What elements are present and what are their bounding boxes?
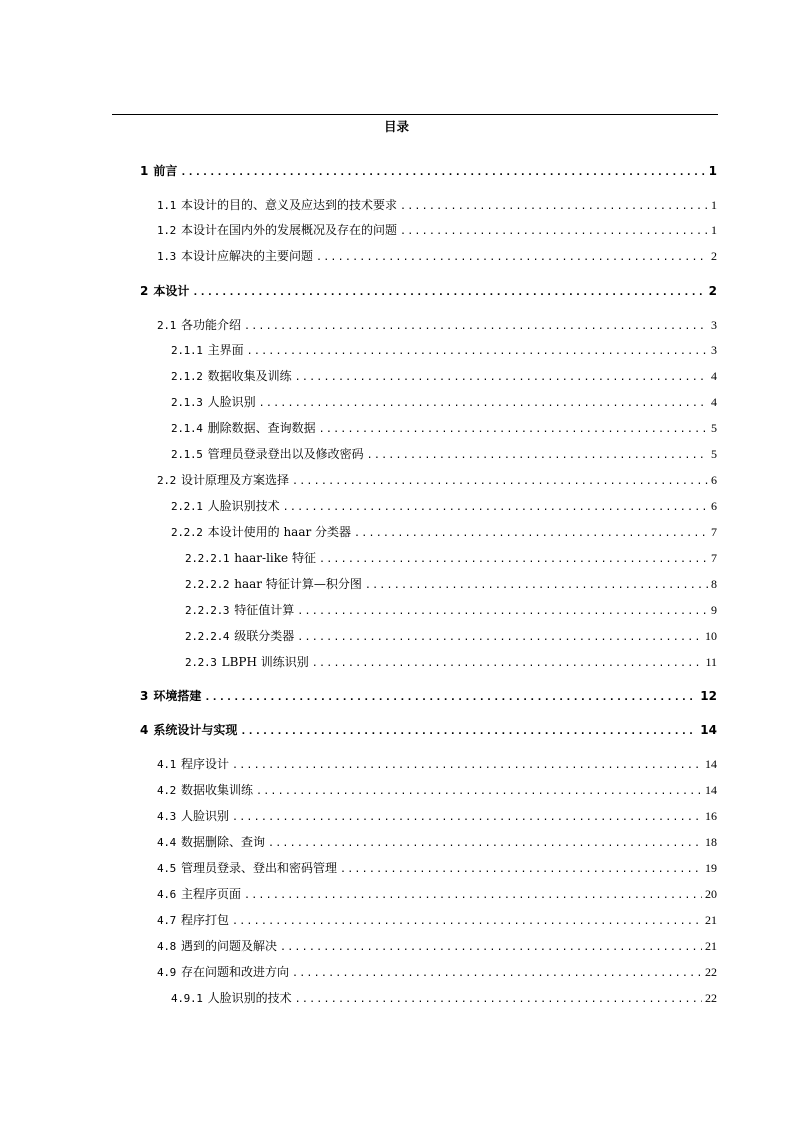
section-number: 4.8 (157, 940, 176, 953)
dot-leader (292, 475, 708, 489)
toc-entry (185, 628, 717, 645)
section-title: 本设计在国内外的发展概况及存在的问题 (180, 223, 397, 237)
toc-entry (140, 722, 717, 739)
dot-leader (297, 605, 708, 619)
page-number: 1 (708, 164, 717, 178)
section-number: 3 (140, 689, 149, 703)
dot-leader (247, 345, 708, 359)
page-number: 22 (705, 965, 717, 979)
toc-entry (157, 834, 717, 851)
toc-entry (171, 524, 717, 541)
section-title: 人脸识别的技术 (207, 991, 292, 1005)
section-title: 遇到的问题及解决 (180, 939, 277, 953)
page-number: 7 (711, 551, 717, 565)
section-title: 人脸识别 (207, 395, 256, 409)
page-number: 22 (705, 991, 717, 1005)
page-number: 18 (705, 835, 717, 849)
dot-leader (295, 371, 708, 385)
section-title: 设计原理及方案选择 (180, 473, 289, 487)
toc-entry (185, 550, 717, 567)
dot-leader (365, 579, 708, 593)
dot-leader (400, 225, 708, 239)
section-number: 1.1 (157, 199, 176, 212)
toc-entry (157, 756, 717, 773)
section-number: 2.2.2 (171, 526, 203, 539)
page-number: 1 (711, 223, 717, 237)
toc-entry (157, 248, 717, 265)
section-number: 4.3 (157, 810, 176, 823)
page-number: 11 (705, 655, 717, 669)
dot-leader (316, 251, 708, 265)
section-number: 2.1.3 (171, 396, 203, 409)
section-number: 4.9.1 (171, 992, 203, 1005)
section-number: 1 (140, 164, 149, 178)
page-number: 7 (711, 525, 717, 539)
page-number: 9 (711, 603, 717, 617)
toc-entry (157, 808, 717, 825)
dot-leader (280, 941, 702, 955)
section-title: 环境搭建 (153, 689, 202, 703)
section-title: 人脸识别技术 (207, 499, 280, 513)
toc-entry (185, 576, 717, 593)
section-title: 系统设计与实现 (153, 723, 238, 737)
section-number: 2.2.2.2 (185, 578, 230, 591)
section-title: 删除数据、查询数据 (207, 421, 316, 435)
page-number: 21 (705, 939, 717, 953)
section-title: 数据收集训练 (180, 783, 253, 797)
section-title: 管理员登录、登出和密码管理 (180, 861, 337, 875)
section-title: 存在问题和改进方向 (180, 965, 289, 979)
dot-leader (283, 501, 708, 515)
page-number: 1 (711, 198, 717, 212)
section-title: 程序设计 (180, 757, 229, 771)
section-title: 管理员登录登出以及修改密码 (207, 447, 364, 461)
toc-entry (171, 420, 717, 437)
toc-entry (157, 964, 717, 981)
dot-leader (232, 915, 702, 929)
section-title: 本设计使用的 haar 分类器 (207, 525, 352, 539)
section-title: 本设计的目的、意义及应达到的技术要求 (180, 198, 397, 212)
section-number: 4.6 (157, 888, 176, 901)
dot-leader (367, 449, 708, 463)
section-number: 2.1.5 (171, 448, 203, 461)
toc-entry (157, 222, 717, 239)
page-number: 5 (711, 421, 717, 435)
toc-entry (171, 498, 717, 515)
section-title: 级联分类器 (234, 629, 295, 643)
section-title: 人脸识别 (180, 809, 229, 823)
section-title: haar-like 特征 (234, 551, 316, 565)
section-number: 4.5 (157, 862, 176, 875)
dot-leader (319, 423, 708, 437)
section-number: 1.3 (157, 250, 176, 263)
toc-entry (140, 283, 717, 300)
dot-leader (295, 993, 702, 1007)
toc-entry (157, 860, 717, 877)
section-number: 2.2 (157, 474, 176, 487)
section-number: 4.2 (157, 784, 176, 797)
dot-leader (319, 553, 708, 567)
page-number: 6 (711, 499, 717, 513)
dot-leader (292, 967, 702, 981)
toc-entry (171, 446, 717, 463)
section-title: 特征值计算 (234, 603, 295, 617)
section-number: 2.2.3 (185, 656, 217, 669)
toc-entry (157, 197, 717, 214)
section-title: 主界面 (207, 343, 244, 357)
page-number: 16 (705, 809, 717, 823)
dot-leader (240, 725, 697, 739)
dot-leader (232, 811, 702, 825)
section-title: 本设计 (153, 284, 190, 298)
dot-leader (297, 631, 702, 645)
toc-entry (171, 368, 717, 385)
section-number: 2.2.1 (171, 500, 203, 513)
section-title: 数据删除、查询 (180, 835, 265, 849)
dot-leader (340, 863, 702, 877)
section-number: 2.2.2.3 (185, 604, 230, 617)
page-number: 14 (700, 723, 717, 737)
page-number: 14 (705, 757, 717, 771)
toc-entry (185, 654, 717, 671)
page-number: 12 (700, 689, 717, 703)
page-number: 4 (711, 369, 717, 383)
dot-leader (192, 286, 705, 300)
page-number: 19 (705, 861, 717, 875)
page-number: 10 (705, 629, 717, 643)
section-title: 各功能介绍 (180, 318, 241, 332)
dot-leader (244, 889, 702, 903)
section-title: 本设计应解决的主要问题 (180, 249, 313, 263)
section-number: 2.2.2.1 (185, 552, 230, 565)
dot-leader (232, 759, 702, 773)
dot-leader (259, 397, 708, 411)
page-number: 6 (711, 473, 717, 487)
section-number: 2.1.1 (171, 344, 203, 357)
toc-entry (157, 472, 717, 489)
section-title: 程序打包 (180, 913, 229, 927)
section-number: 4.1 (157, 758, 176, 771)
toc-entry (157, 886, 717, 903)
section-title: 数据收集及训练 (207, 369, 292, 383)
page-number: 20 (705, 887, 717, 901)
page-number: 2 (711, 249, 717, 263)
dot-leader (400, 200, 708, 214)
dot-leader (180, 166, 705, 180)
toc-entry (171, 394, 717, 411)
page-number: 21 (705, 913, 717, 927)
page-number: 8 (711, 577, 717, 591)
page-number: 14 (705, 783, 717, 797)
page-number: 3 (711, 343, 717, 357)
section-number: 4.4 (157, 836, 176, 849)
section-number: 2 (140, 284, 149, 298)
dot-leader (244, 320, 708, 334)
dot-leader (204, 691, 697, 705)
section-title: 前言 (153, 164, 178, 178)
page-number: 3 (711, 318, 717, 332)
dot-leader (268, 837, 702, 851)
dot-leader (312, 657, 703, 671)
section-number: 2.2.2.4 (185, 630, 230, 643)
section-title: 主程序页面 (180, 887, 241, 901)
toc-entry (171, 990, 717, 1007)
dot-leader (256, 785, 702, 799)
toc-entry (157, 782, 717, 799)
toc-entry (140, 163, 717, 180)
page-title: 目录 (383, 119, 409, 134)
section-number: 4.7 (157, 914, 176, 927)
section-title: haar 特征计算—积分图 (234, 577, 362, 591)
section-title: LBPH 训练识别 (221, 655, 309, 669)
section-number: 4 (140, 723, 149, 737)
page-number: 4 (711, 395, 717, 409)
toc-entry (157, 938, 717, 955)
toc-entry (171, 342, 717, 359)
toc-entry (157, 912, 717, 929)
section-number: 2.1.4 (171, 422, 203, 435)
section-number: 4.9 (157, 966, 176, 979)
toc-entry (140, 688, 717, 705)
page-number: 5 (711, 447, 717, 461)
section-number: 2.1.2 (171, 370, 203, 383)
toc-entry (157, 317, 717, 334)
section-number: 2.1 (157, 319, 176, 332)
dot-leader (354, 527, 708, 541)
page-number: 2 (708, 284, 717, 298)
toc-entry (185, 602, 717, 619)
section-number: 1.2 (157, 224, 176, 237)
